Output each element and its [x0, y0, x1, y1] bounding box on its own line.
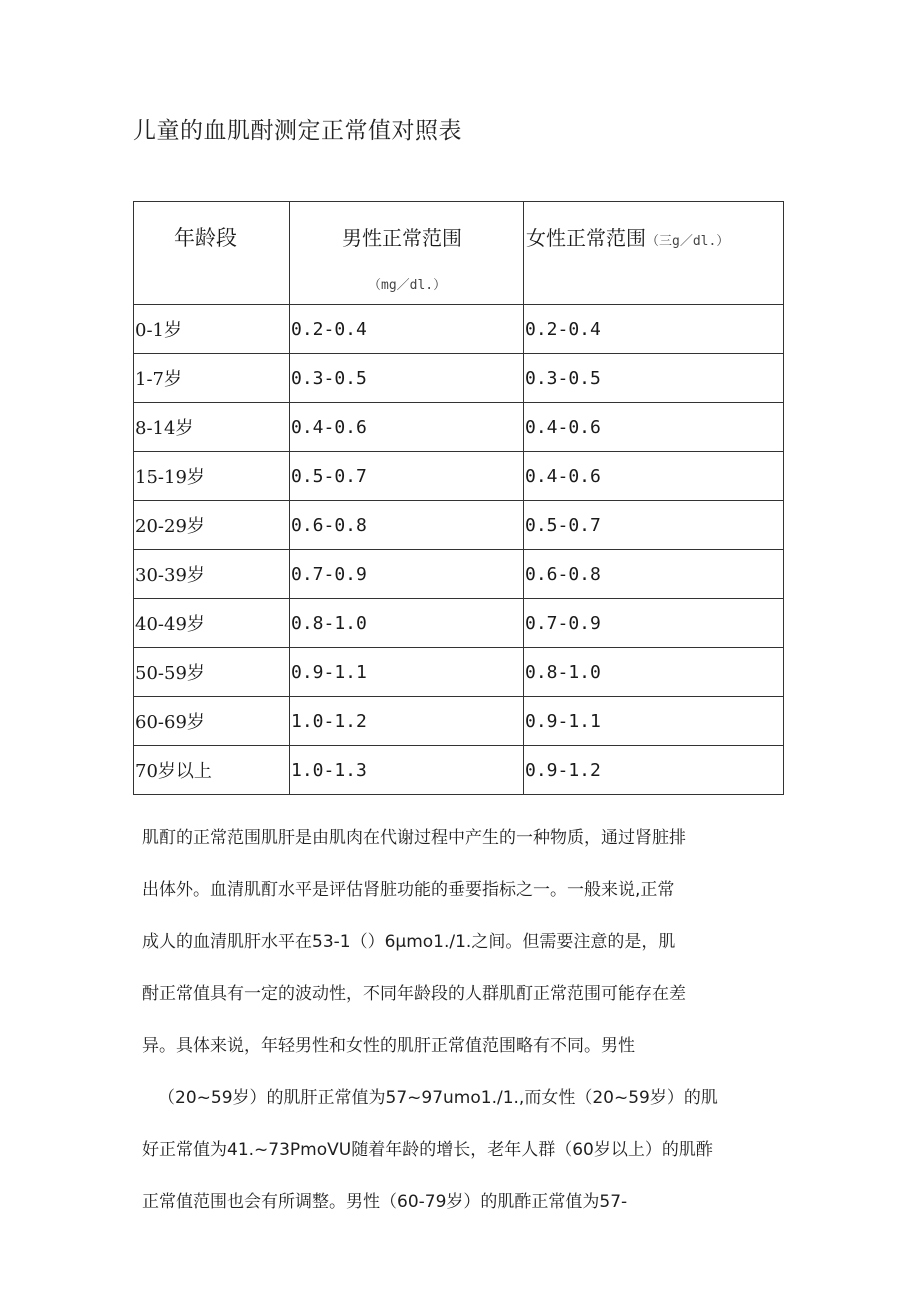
paragraph-line: 好正常值为41.~73PmoVU随着年龄的增长，老年人群（60岁以上）的肌酢	[142, 1140, 713, 1160]
table-row	[134, 648, 784, 697]
table-header-row	[134, 202, 784, 305]
female-cell: 0.9-1.2	[524, 746, 784, 795]
female-cell: 0.2-0.4	[524, 305, 784, 354]
female-cell: 0.6-0.8	[524, 550, 784, 599]
male-cell: 0.2-0.4	[290, 305, 524, 354]
paragraph-line: 酎正常值具有一定的波动性，不同年龄段的人群肌酊正常范围可能存在差	[142, 984, 686, 1004]
header-male: 男性正常范围	[342, 226, 462, 250]
age-cell: 8-14岁	[134, 403, 290, 452]
table-row	[134, 746, 784, 795]
age-cell: 0-1岁	[134, 305, 290, 354]
age-cell: 40-49岁	[134, 599, 290, 648]
male-cell: 0.8-1.0	[290, 599, 524, 648]
table-row	[134, 354, 784, 403]
header-male-cell	[290, 202, 524, 305]
male-cell: 1.0-1.2	[290, 697, 524, 746]
paragraph-line: 成人的血清肌肝水平在53-1（）6μmo1./1.之间。但需要注意的是，肌	[142, 932, 676, 952]
age-cell: 60-69岁	[134, 697, 290, 746]
age-cell: 30-39岁	[134, 550, 290, 599]
female-cell: 0.3-0.5	[524, 354, 784, 403]
paragraph-line: 异。具体来说，年轻男性和女性的肌肝正常值范围略有不同。男性	[142, 1036, 635, 1056]
female-cell: 0.9-1.1	[524, 697, 784, 746]
female-cell: 0.7-0.9	[524, 599, 784, 648]
table-row	[134, 697, 784, 746]
male-cell: 1.0-1.3	[290, 746, 524, 795]
age-cell: 1-7岁	[134, 354, 290, 403]
male-cell: 0.6-0.8	[290, 501, 524, 550]
header-female-unit: （三g／dl.）	[646, 234, 730, 249]
age-cell: 50-59岁	[134, 648, 290, 697]
header-male-unit: （mg／dl.）	[368, 278, 447, 293]
page-title: 儿童的血肌酎测定正常值对照表	[133, 118, 462, 144]
table-row	[134, 501, 784, 550]
female-cell: 0.4-0.6	[524, 403, 784, 452]
body-paragraph	[142, 812, 802, 1228]
male-cell: 0.9-1.1	[290, 648, 524, 697]
header-female	[526, 222, 729, 251]
header-female-cell	[524, 202, 784, 305]
female-cell: 0.4-0.6	[524, 452, 784, 501]
age-cell: 15-19岁	[134, 452, 290, 501]
paragraph-line: 肌酊的正常范围肌肝是由肌肉在代谢过程中产生的一种物质，通过肾脏排	[142, 828, 686, 848]
male-cell: 0.3-0.5	[290, 354, 524, 403]
table-row	[134, 550, 784, 599]
male-cell: 0.7-0.9	[290, 550, 524, 599]
female-cell: 0.5-0.7	[524, 501, 784, 550]
age-cell: 20-29岁	[134, 501, 290, 550]
creatinine-reference-table	[133, 201, 784, 795]
male-cell: 0.4-0.6	[290, 403, 524, 452]
header-female-label: 女性正常范围	[526, 226, 646, 250]
header-age: 年龄段	[174, 226, 237, 250]
paragraph-line: 出体外。血清肌酊水平是评估肾脏功能的垂要指标之一。一般来说,正常	[142, 880, 675, 900]
table-row	[134, 305, 784, 354]
age-cell: 70岁以上	[134, 746, 290, 795]
male-cell: 0.5-0.7	[290, 452, 524, 501]
table-row	[134, 599, 784, 648]
paragraph-line: 正常值范围也会有所调整。男性（60-79岁）的肌酢正常值为57-	[142, 1192, 628, 1212]
table-row	[134, 403, 784, 452]
header-age-cell	[134, 202, 290, 305]
female-cell: 0.8-1.0	[524, 648, 784, 697]
paragraph-line: （20~59岁）的肌肝正常值为57~97umo1./1.,而女性（20~59岁）的肌	[158, 1088, 718, 1108]
table-row	[134, 452, 784, 501]
